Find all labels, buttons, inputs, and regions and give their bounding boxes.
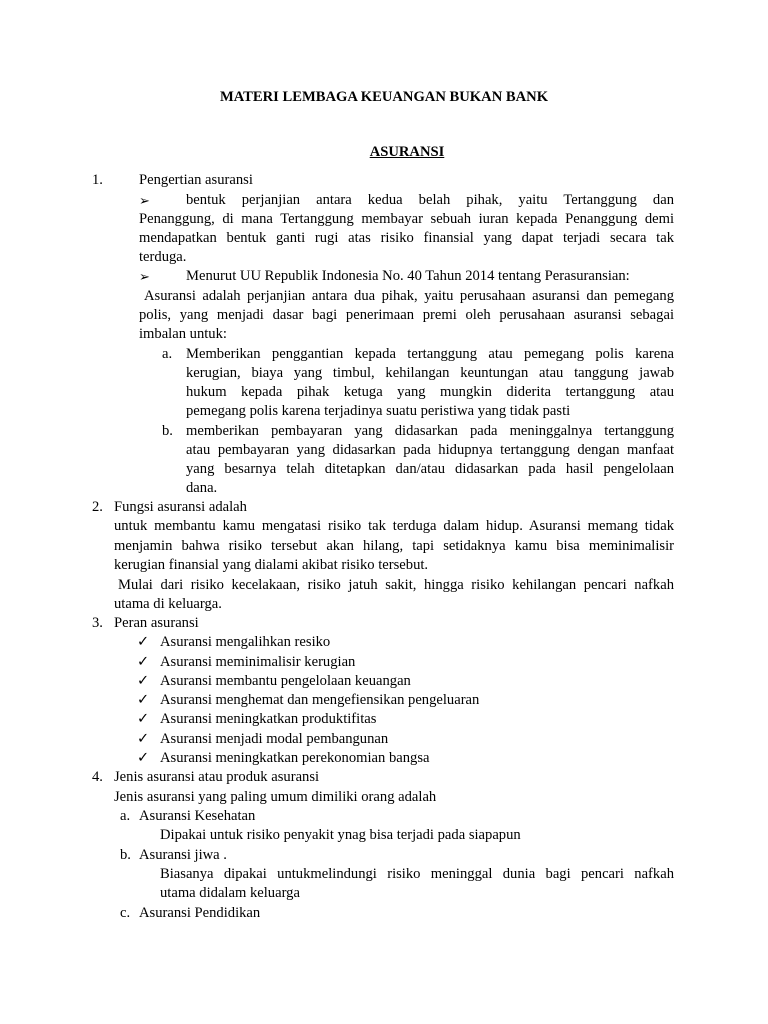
role-list-item: Asuransi mengalihkan resiko [160,634,331,650]
insurance-type-description: Biasanya dipakai untukmelindungi risiko meninggal dunia bagi pencari nafkah [160,866,674,882]
role-list-item: Asuransi meningkatkan produktifitas [160,711,377,727]
check-icon: ✓ [137,634,150,650]
insurance-type-description: utama didalam keluarga [160,885,300,901]
role-list-item: Asuransi meningkatkan perekonomian bangsa [160,750,430,766]
list-item-line: Memberikan penggantian kepada tertanggung atau pemegang polis karena [186,346,674,362]
paragraph-line: Mulai dari risiko kecelakaan, risiko jatuh sakit, hingga risiko kehilangan pencari nafkah [118,577,674,593]
section-2-heading: Fungsi asuransi adalah [114,499,247,515]
paragraph-line: Jenis asuransi yang paling umum dimiliki orang adalah [114,789,437,805]
list-item-line: yang besarnya telah ditetapkan dan/atau didasarkan pada hasil pengelolaan [186,461,674,477]
list-label-a: a. [120,808,131,824]
check-icon: ✓ [137,750,150,766]
section-4-number: 4. [92,769,103,785]
insurance-type-description: Dipakai untuk risiko penyakit ynag bisa terjadi pada siapapun [160,827,521,843]
section-2-number: 2. [92,499,103,515]
insurance-type-title: Asuransi Kesehatan [139,808,256,824]
check-icon: ✓ [137,673,150,689]
paragraph-line: menjamin bahwa risiko tersebut akan hilang, tapi setidaknya kamu bisa meminimalisir [114,538,674,554]
arrow-bullet-icon: ➢ [139,269,150,284]
section-3-number: 3. [92,615,103,631]
paragraph-line: utama di keluarga. [114,596,222,612]
list-label-a: a. [162,346,173,362]
role-list-item: Asuransi meminimalisir kerugian [160,654,356,670]
role-list-item: Asuransi membantu pengelolaan keuangan [160,673,411,689]
check-icon: ✓ [137,711,150,727]
paragraph-line: terduga. [139,249,187,265]
list-item-line: memberikan pembayaran yang didasarkan pada meninggalnya tertanggung [186,423,674,439]
document-title: MATERI LEMBAGA KEUANGAN BUKAN BANK [219,89,549,105]
paragraph-line: Asuransi adalah perjanjian antara dua pihak, yaitu perusahaan asuransi dan pemegang [144,288,674,304]
role-list-item: Asuransi menjadi modal pembangunan [160,731,389,747]
check-icon: ✓ [137,654,150,670]
paragraph-line: Penanggung, di mana Tertanggung membayar sebuah iuran kepada Penanggung demi [139,211,674,227]
paragraph-line: Menurut UU Republik Indonesia No. 40 Tahun 2014 tentang Perasuransian: [186,268,630,284]
list-item-line: hukum kepada pihak ketuga yang mungkin diderita tertanggung atau [186,384,674,400]
insurance-type-title: Asuransi jiwa . [139,847,227,863]
insurance-type-title: Asuransi Pendidikan [139,905,261,921]
paragraph-line: untuk membantu kamu mengatasi risiko tak terduga dalam hidup. Asuransi memang tidak [114,518,674,534]
section-1-heading: Pengertian asuransi [139,172,253,188]
list-item-line: pemegang polis karena terjadinya suatu peristiwa yang tidak pasti [186,403,571,419]
list-item-line: atau pembayaran yang didasarkan pada hidupnya tertanggung dengan manfaat [186,442,674,458]
paragraph-line: mendapatkan bentuk ganti rugi atas risiko finansial yang dapat terjadi secara tak [139,230,674,246]
check-icon: ✓ [137,731,150,747]
paragraph-line: bentuk perjanjian antara kedua belah pihak, yaitu Tertanggung dan [186,192,674,208]
section-3-heading: Peran asuransi [114,615,199,631]
section-1-number: 1. [92,172,103,188]
arrow-bullet-icon: ➢ [139,193,150,208]
list-label-b: b. [162,423,173,439]
check-icon: ✓ [137,692,150,708]
list-item-line: kerugian, biaya yang timbul, kehilangan keuntungan atau tanggung jawab [186,365,674,381]
role-list-item: Asuransi menghemat dan mengefiensikan pengeluaran [160,692,480,708]
paragraph-line: polis, yang menjadi dasar bagi penerimaan premi oleh perusahaan asuransi sebagai [139,307,674,323]
list-label-c: c. [120,905,131,921]
list-label-b: b. [120,847,131,863]
list-item-line: dana. [186,480,218,496]
section-title: ASURANSI [369,144,445,160]
paragraph-line: imbalan untuk: [139,326,227,342]
section-4-heading: Jenis asuransi atau produk asuransi [114,769,320,785]
paragraph-line: kerugian finansial yang dialami akibat risiko tersebut. [114,557,429,573]
